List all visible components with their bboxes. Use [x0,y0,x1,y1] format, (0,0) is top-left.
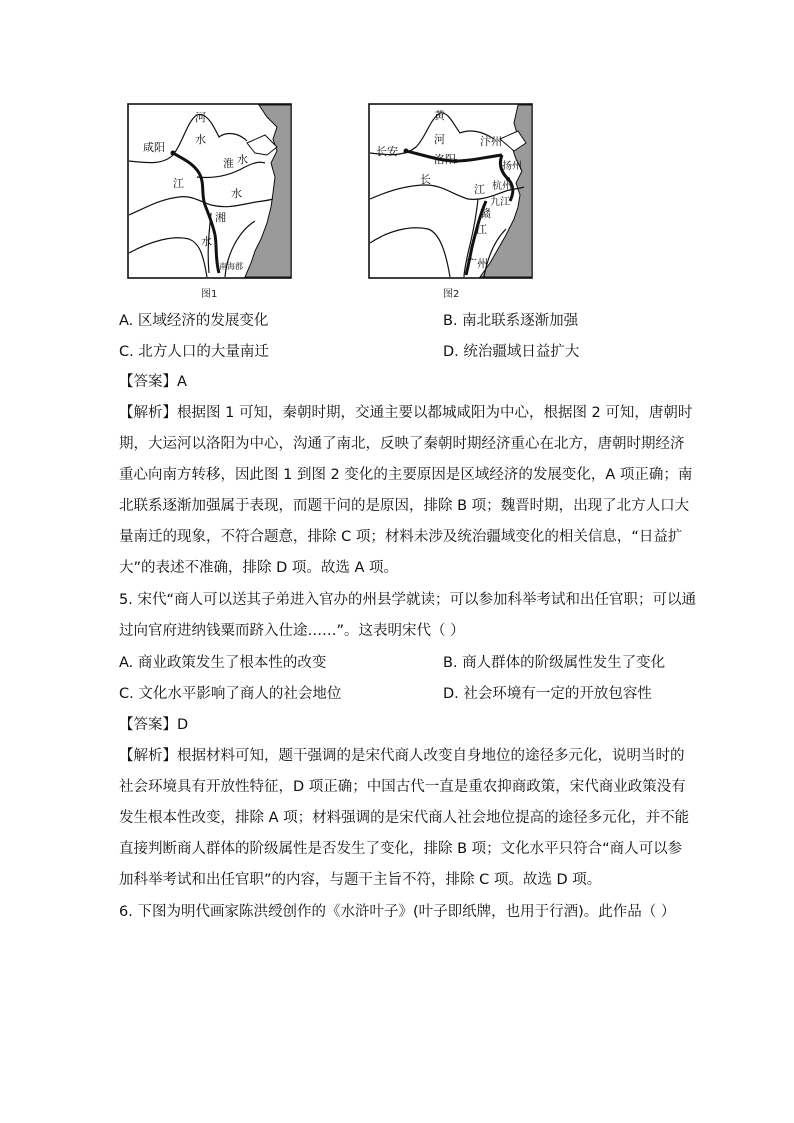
map-figure-1 [127,103,292,279]
q4-option-c: C. 北方人口的大量南迁 [119,344,269,360]
map1-label-jiang-shui: 水 [231,187,242,200]
map2-label-yangzhou: 扬州 [502,161,522,172]
map2-label-bianzhou: 汴州 [480,135,502,148]
map2-label-chang: 长 [420,173,431,186]
q5-stem-line: 5. 宋代“商人可以送其子弟进入官办的州县学就读；可以参加科举考试和出任官职；可以通 [119,592,696,608]
q5-analysis-line: 社会环境具有开放性特征，D 项正确；中国古代一直是重农抑商政策，宋代商业政策没有 [119,779,686,795]
q4-analysis-line: 【解析】根据图 1 可知，秦朝时期，交通主要以都城咸阳为中心，根据图 2 可知，唐朝时 [119,405,693,421]
q4-answer: 【答案】A [119,374,187,390]
qin-traffic-map [127,103,292,279]
q5-option-d: D. 社会环境有一定的开放包容性 [443,686,652,702]
map1-label-huai: 淮 [223,157,234,170]
map1-label-huai-shui: 水 [237,153,248,166]
q4-option-a: A. 区域经济的发展变化 [119,313,269,329]
map1-caption: 图1 [201,289,218,300]
map1-label-he: 河 [195,111,206,124]
map1-label-xiang: 湘 [215,211,226,224]
q4-analysis-line: 量南迁的现象，不符合题意，排除 C 项；材料未涉及统治疆域变化的相关信息，“日益扩 [119,529,683,545]
q5-stem-line: 过向官府进纳钱粟而跻入仕途……”。这表明宋代（ ） [119,623,465,639]
map2-label-gan: 赣 [480,207,491,220]
tang-canal-map [368,103,533,279]
q5-answer: 【答案】D [119,717,189,733]
q4-analysis-line: 大”的表述不准确，排除 D 项。故选 A 项。 [119,560,399,576]
q5-analysis-line: 发生根本性改变，排除 A 项；材料强调的是宋代商人社会地位提高的途径多元化，并不能 [119,810,690,826]
map1-label-shui: 水 [195,133,206,146]
map2-label-jiang: 江 [474,183,485,196]
q4-analysis-line: 重心向南方转移，因此图 1 到图 2 变化的主要原因是区域经济的发展变化，A 项正确；南 [119,467,693,483]
map2-label-gan-jiang: 江 [476,223,487,236]
map1-label-nanhai: 南海郡 [219,262,243,271]
map2-label-he: 河 [434,133,445,146]
q5-analysis-line: 【解析】根据材料可知，题干强调的是宋代商人改变自身地位的途径多元化，说明当时的 [119,748,685,764]
map2-label-huang: 黄 [434,109,445,122]
map2-caption: 图2 [443,289,460,300]
q5-analysis-line: 加科举考试和出任官职”的内容，与题干主旨不符，排除 C 项。故选 D 项。 [119,872,602,888]
map1-label-xiang-shui: 水 [201,235,212,248]
map1-label-xianyang: 咸阳 [143,141,165,154]
q4-option-b: B. 南北联系逐渐加强 [443,313,579,329]
map2-label-luoyang: 洛阳 [434,153,456,166]
q5-option-b: B. 商人群体的阶级属性发生了变化 [443,655,666,671]
q5-option-a: A. 商业政策发生了根本性的改变 [119,655,327,671]
map-figure-2 [368,103,533,279]
q5-option-c: C. 文化水平影响了商人的社会地位 [119,686,342,702]
q4-analysis-line: 北联系逐渐加强属于表现，而题干问的是原因，排除 B 项；魏晋时期，出现了北方人口大 [119,498,690,514]
map2-label-hangzhou: 杭州 [492,181,512,192]
map2-label-changan: 长安 [376,145,398,158]
map1-label-jiang: 江 [173,177,184,190]
q6-stem: 6. 下图为明代画家陈洪绶创作的《水浒叶子》(叶子即纸牌，也用于行酒)。此作品（ ） [119,904,676,920]
q5-analysis-line: 直接判断商人群体的阶级属性是否发生了变化，排除 B 项；文化水平只符合“商人可以参 [119,841,683,857]
q4-analysis-line: 期，大运河以洛阳为中心，沟通了南北，反映了秦朝时期经济重心在北方，唐朝时期经济 [119,436,685,452]
map2-label-jiujiang: 九江 [490,197,510,208]
q4-option-d: D. 统治疆域日益扩大 [443,344,580,360]
map2-label-guangzhou: 广州 [466,257,488,270]
